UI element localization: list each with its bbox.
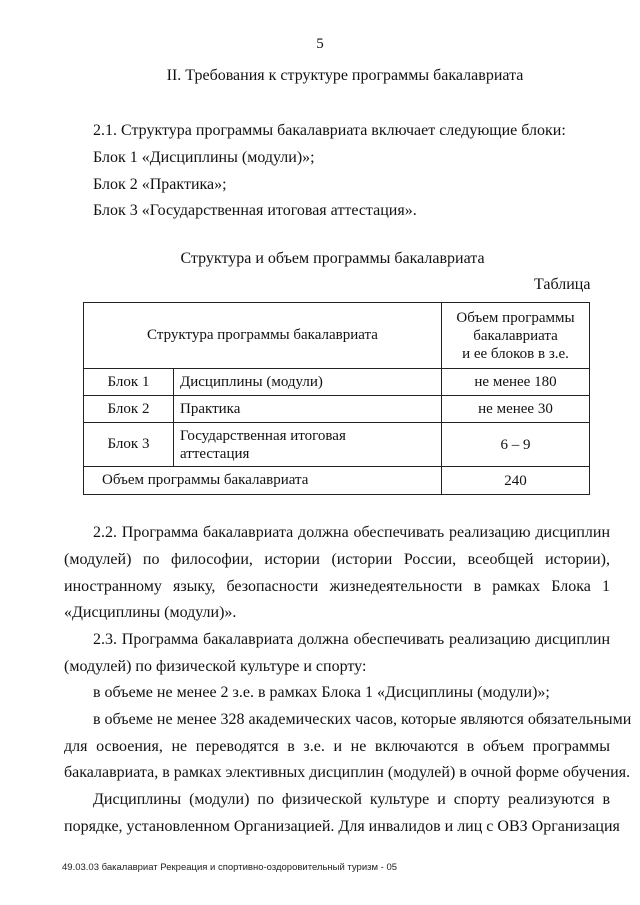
row-name-line: аттестация bbox=[180, 445, 250, 462]
block-1-item: Блок 1 «Дисциплины (модули)»; bbox=[93, 149, 315, 166]
row-block: Блок 1 bbox=[84, 369, 174, 396]
item-b-line: в объеме не менее 328 академических часов, которые являются обязательными bbox=[93, 711, 632, 728]
header-volume bbox=[442, 303, 590, 369]
row-block: Блок 2 bbox=[84, 396, 174, 423]
para-2-2-line: иностранному языку, безопасности жизнедеятельности в рамках Блока 1 bbox=[64, 578, 610, 595]
header-volume-line: бакалавриата bbox=[473, 327, 558, 344]
para-2-2-line: 2.2. Программа бакалавриата должна обеспечивать реализацию дисциплин bbox=[93, 524, 610, 541]
row-volume: не менее 180 bbox=[442, 369, 590, 396]
para-2-3-line: 2.3. Программа бакалавриата должна обеспечивать реализацию дисциплин bbox=[93, 631, 610, 648]
para-2-3-line: (модулей) по физической культуре и спорту: bbox=[64, 658, 367, 675]
row-name-line: Государственная итоговая bbox=[180, 427, 346, 444]
para-2-2-line: (модулей) по философии, истории (истории России, всеобщей истории), bbox=[64, 551, 610, 568]
row-name: Практика bbox=[174, 396, 442, 423]
block-3-item: Блок 3 «Государственная итоговая аттестация». bbox=[93, 202, 417, 219]
row-volume: не менее 30 bbox=[442, 396, 590, 423]
row-block: Блок 3 bbox=[84, 423, 174, 467]
item-b-line: бакалавриата, в рамках элективных дисциплин (модулей) в очной форме обучения. bbox=[64, 764, 631, 781]
para-last-line: порядке, установленном Организацией. Для инвалидов и лиц с ОВЗ Организация bbox=[64, 818, 620, 835]
page-number: 5 bbox=[316, 36, 324, 52]
row-name: Дисциплины (модули) bbox=[174, 369, 442, 396]
row-volume: 6 – 9 bbox=[442, 423, 590, 467]
total-label: Объем программы бакалавриата bbox=[84, 467, 442, 495]
table-row bbox=[84, 423, 590, 467]
row-name bbox=[174, 423, 442, 467]
table-row bbox=[84, 396, 590, 423]
header-volume-line: и ее блоков в з.е. bbox=[462, 345, 569, 362]
table-header-row bbox=[84, 303, 590, 369]
footer-note: 49.03.03 бакалавриат Рекреация и спортивно-оздоровительный туризм - 05 bbox=[62, 862, 398, 873]
structure-table bbox=[83, 302, 590, 495]
para-last-line: Дисциплины (модули) по физической культуре и спорту реализуются в bbox=[93, 791, 610, 808]
block-2-item: Блок 2 «Практика»; bbox=[93, 176, 227, 193]
item-b-line: для освоения, не переводятся в з.е. и не включаются в объем программы bbox=[64, 738, 610, 755]
header-volume-line: Объем программы bbox=[456, 309, 575, 326]
table-label: Таблица bbox=[534, 276, 591, 293]
table-total-row bbox=[84, 467, 590, 495]
header-structure: Структура программы бакалавриата bbox=[84, 303, 442, 369]
table-row bbox=[84, 369, 590, 396]
intro-paragraph: 2.1. Структура программы бакалавриата включает следующие блоки: bbox=[93, 122, 566, 139]
para-2-2-line: «Дисциплины (модули)». bbox=[64, 604, 237, 621]
total-value: 240 bbox=[442, 467, 590, 495]
table-title: Структура и объем программы бакалавриата bbox=[180, 250, 485, 267]
item-a: в объеме не менее 2 з.е. в рамках Блока 1 «Дисциплины (модули)»; bbox=[93, 684, 550, 701]
section-title: II. Требования к структуре программы бакалавриата bbox=[166, 67, 524, 84]
